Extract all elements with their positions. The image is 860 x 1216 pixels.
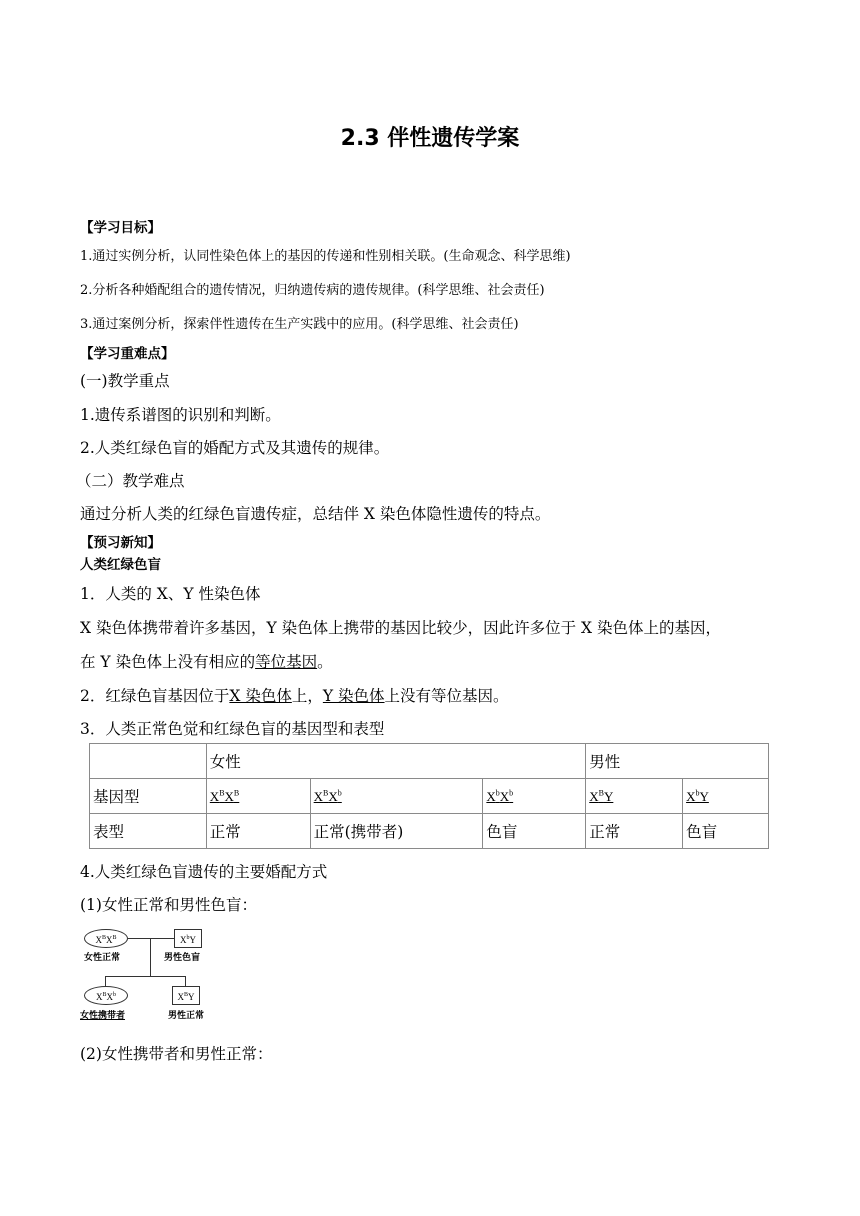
difficulty-text: 通过分析人类的红绿色盲遗传症，总结伴 X 染色体隐性遗传的特点。 bbox=[80, 505, 551, 523]
header-female: 女性 bbox=[206, 744, 585, 779]
preview-heading: 【预习新知】 bbox=[80, 535, 161, 551]
son-line bbox=[185, 976, 186, 986]
preview-topic: 人类红绿色盲 bbox=[80, 557, 161, 573]
daughter-line bbox=[105, 976, 106, 986]
page-title: 2.3 伴性遗传学案 bbox=[340, 126, 520, 151]
descent-line bbox=[150, 938, 151, 976]
header-male: 男性 bbox=[586, 744, 769, 779]
keypoints-sub1: (一)教学重点 bbox=[80, 372, 170, 390]
goal-item-2: 2.分析各种婚配组合的遗传情况，归纳遗传病的遗传规律。(科学思维、社会责任) bbox=[80, 283, 545, 298]
keypoints-heading: 【学习重难点】 bbox=[80, 346, 175, 362]
phenotype-cell: 正常(携带者) bbox=[310, 814, 483, 849]
text-span: 上， bbox=[291, 687, 323, 705]
table-row bbox=[90, 744, 769, 779]
daughter-label: 女性携带者 bbox=[80, 1011, 126, 1021]
mating-2-title: (2)女性携带者和男性正常： bbox=[80, 1045, 273, 1063]
row-label-phenotype: 表型 bbox=[90, 814, 207, 849]
keypoint-2: 2.人类红绿色盲的婚配方式及其遗传的规律。 bbox=[80, 439, 390, 457]
genotype-table bbox=[89, 743, 769, 849]
section-1-text-b bbox=[80, 650, 333, 672]
answer-y-chromosome: Y 染色体 bbox=[322, 687, 385, 705]
answer-x-chromosome: X 染色体 bbox=[229, 687, 292, 705]
keypoint-1: 1.遗传系谱图的识别和判断。 bbox=[80, 406, 281, 424]
mating-1-title: (1)女性正常和男性色盲： bbox=[80, 896, 257, 914]
genotype-cell: $X^BX^B$ bbox=[206, 779, 310, 814]
row-label-genotype: 基因型 bbox=[90, 779, 207, 814]
marriage-line bbox=[128, 938, 174, 939]
text-span: 在 Y 染色体上没有相应的 bbox=[80, 653, 256, 671]
goal-item-3: 3.通过案例分析，探索伴性遗传在生产实践中的应用。(科学思维、社会责任) bbox=[80, 317, 519, 332]
section-1-text-a: X 染色体携带着许多基因，Y 染色体上携带的基因比较少，因此许多位于 X 染色体上的基因， bbox=[80, 619, 722, 637]
section-2-text bbox=[80, 684, 509, 706]
phenotype-cell: 色盲 bbox=[683, 814, 769, 849]
father-symbol: $X^bY$ bbox=[174, 929, 202, 948]
mother-symbol: $X^BX^B$ bbox=[84, 929, 128, 948]
genotype-cell: $X^bX^b$ bbox=[483, 779, 586, 814]
table-cell-empty bbox=[90, 744, 207, 779]
phenotype-cell: 正常 bbox=[586, 814, 683, 849]
table-row bbox=[90, 779, 769, 814]
section-4-title: 4.人类红绿色盲遗传的主要婚配方式 bbox=[80, 863, 328, 881]
goals-heading: 【学习目标】 bbox=[80, 220, 161, 236]
genotype-cell: $X^BY$ bbox=[586, 779, 683, 814]
section-1-title: 1．人类的 X、Y 性染色体 bbox=[80, 585, 261, 603]
daughter-symbol: $X^BX^b$ bbox=[84, 986, 128, 1005]
mother-label: 女性正常 bbox=[84, 953, 121, 963]
section-3-title: 3．人类正常色觉和红绿色盲的基因型和表型 bbox=[80, 720, 385, 738]
phenotype-cell: 正常 bbox=[206, 814, 310, 849]
answer-allele: 等位基因 bbox=[255, 653, 318, 671]
son-symbol: $X^BY$ bbox=[172, 986, 200, 1005]
son-label: 男性正常 bbox=[168, 1011, 205, 1021]
text-span: 。 bbox=[317, 653, 333, 671]
phenotype-cell: 色盲 bbox=[483, 814, 586, 849]
table-row bbox=[90, 814, 769, 849]
genotype-cell: $X^BX^b$ bbox=[310, 779, 483, 814]
goal-item-1: 1.通过实例分析，认同性染色体上的基因的传递和性别相关联。(生命观念、科学思维) bbox=[80, 249, 571, 264]
keypoints-sub2: （二）教学难点 bbox=[76, 472, 185, 490]
pedigree-diagram bbox=[80, 924, 220, 1024]
sibship-line bbox=[105, 976, 185, 977]
genotype-cell: $X^bY$ bbox=[683, 779, 769, 814]
father-label: 男性色盲 bbox=[164, 953, 201, 963]
text-span: 2．红绿色盲基因位于 bbox=[80, 687, 230, 705]
text-span: 上没有等位基因。 bbox=[384, 687, 509, 705]
